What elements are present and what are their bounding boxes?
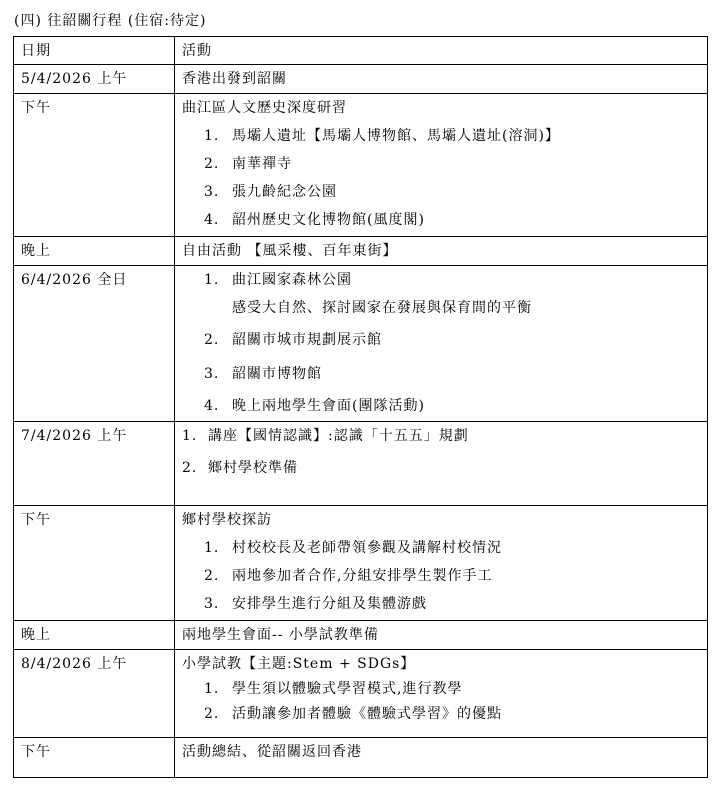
list-item: [182, 704, 701, 724]
item-number: 2.: [204, 332, 220, 348]
item-number: 1.: [204, 681, 220, 697]
row-activity: [175, 621, 708, 650]
item-number: 2.: [204, 156, 220, 172]
item-text: 曲江國家森林公園: [232, 272, 352, 288]
header-date: 日期: [14, 37, 175, 65]
item-text: 村校校長及老師帶領參觀及講解村校情況: [232, 540, 502, 556]
row-activity: [175, 94, 708, 237]
row-activity: [175, 650, 708, 738]
item-number: 4.: [204, 398, 220, 414]
activity-title: 活動總結、從韶關返回香港: [182, 744, 362, 760]
item-number: 3.: [204, 184, 220, 200]
table-row: [14, 621, 708, 650]
row-date: 下午: [14, 506, 175, 621]
table-row: [14, 266, 708, 422]
item-number: 2.: [204, 568, 220, 584]
row-activity: [175, 422, 708, 506]
row-activity: [175, 738, 708, 778]
row-date: 晚上: [14, 237, 175, 266]
activity-title: 香港出發到韶關: [182, 71, 287, 87]
item-text: 晚上兩地學生會面(團隊活動): [232, 398, 425, 414]
item-text: 韶關市博物館: [232, 366, 322, 382]
table-row: [14, 237, 708, 266]
row-date: 下午: [14, 94, 175, 237]
item-number: 2.: [182, 460, 198, 476]
item-text: 張九齡紀念公園: [232, 184, 337, 200]
row-date: 5/4/2026 上午: [14, 65, 175, 94]
list-item: [182, 566, 701, 586]
item-text: 鄉村學校準備: [208, 460, 298, 476]
header-activity: 活動: [175, 37, 708, 65]
table-row: [14, 422, 708, 506]
item-text: 韶關市城市規劃展示館: [232, 332, 382, 348]
list-item: [182, 154, 701, 174]
activity-title: 小學試教【主題:Stem + SDGs】: [182, 656, 416, 672]
row-date: 7/4/2026 上午: [14, 422, 175, 506]
item-text: 活動讓參加者體驗《體驗式學習》的優點: [232, 706, 502, 722]
item-text: 講座【國情認識】:認識「十五五」規劃: [208, 428, 469, 444]
row-date: 6/4/2026 全日: [14, 266, 175, 422]
list-item: [182, 330, 701, 350]
list-item: [182, 182, 701, 202]
header-row: [14, 37, 708, 65]
row-activity: [175, 65, 708, 94]
list-item: [182, 426, 701, 446]
table-row: [14, 650, 708, 738]
row-activity: [175, 266, 708, 422]
item-subtext: 感受大自然、探討國家在發展與保育間的平衡: [232, 300, 532, 316]
section-heading: (四) 往韶關行程 (住宿:待定): [14, 13, 207, 29]
table-row: [14, 738, 708, 778]
item-number: 4.: [204, 212, 220, 228]
activity-title: 曲江區人文歷史深度研習: [182, 100, 347, 116]
item-number: 3.: [204, 366, 220, 382]
item-text: 學生須以體驗式學習模式,進行教學: [232, 681, 463, 697]
row-date: 晚上: [14, 621, 175, 650]
list-item: [182, 126, 701, 146]
list-item: [182, 210, 701, 230]
row-date: 8/4/2026 上午: [14, 650, 175, 738]
table-row: [14, 506, 708, 621]
item-text: 韶州歷史文化博物館(風度閣): [232, 212, 425, 228]
list-item: [182, 270, 701, 290]
list-item: [182, 594, 701, 614]
itinerary-table: [13, 36, 708, 778]
list-item: [182, 458, 701, 478]
list-item: [182, 538, 701, 558]
activity-title: 兩地學生會面-- 小學試教準備: [182, 627, 379, 643]
activity-title: 鄉村學校探訪: [182, 512, 272, 528]
item-text: 安排學生進行分組及集體游戲: [232, 596, 427, 612]
list-item: [182, 679, 701, 699]
row-activity: [175, 506, 708, 621]
list-item: [182, 364, 701, 384]
list-item: [182, 396, 701, 416]
item-number: 1.: [204, 272, 220, 288]
item-number: 1.: [182, 428, 198, 444]
activity-title: 自由活動 【風采樓、百年東街】: [182, 243, 398, 259]
item-number: 3.: [204, 596, 220, 612]
item-number: 2.: [204, 706, 220, 722]
item-number: 1.: [204, 540, 220, 556]
table-row: [14, 65, 708, 94]
row-date: 下午: [14, 738, 175, 778]
item-text: 兩地參加者合作,分組安排學生製作手工: [232, 568, 493, 584]
item-text: 馬壩人遺址【馬壩人博物館、馬壩人遺址(溶洞)】: [232, 128, 560, 144]
item-number: 1.: [204, 128, 220, 144]
row-activity: [175, 237, 708, 266]
item-text: 南華禪寺: [232, 156, 292, 172]
table-row: [14, 94, 708, 237]
